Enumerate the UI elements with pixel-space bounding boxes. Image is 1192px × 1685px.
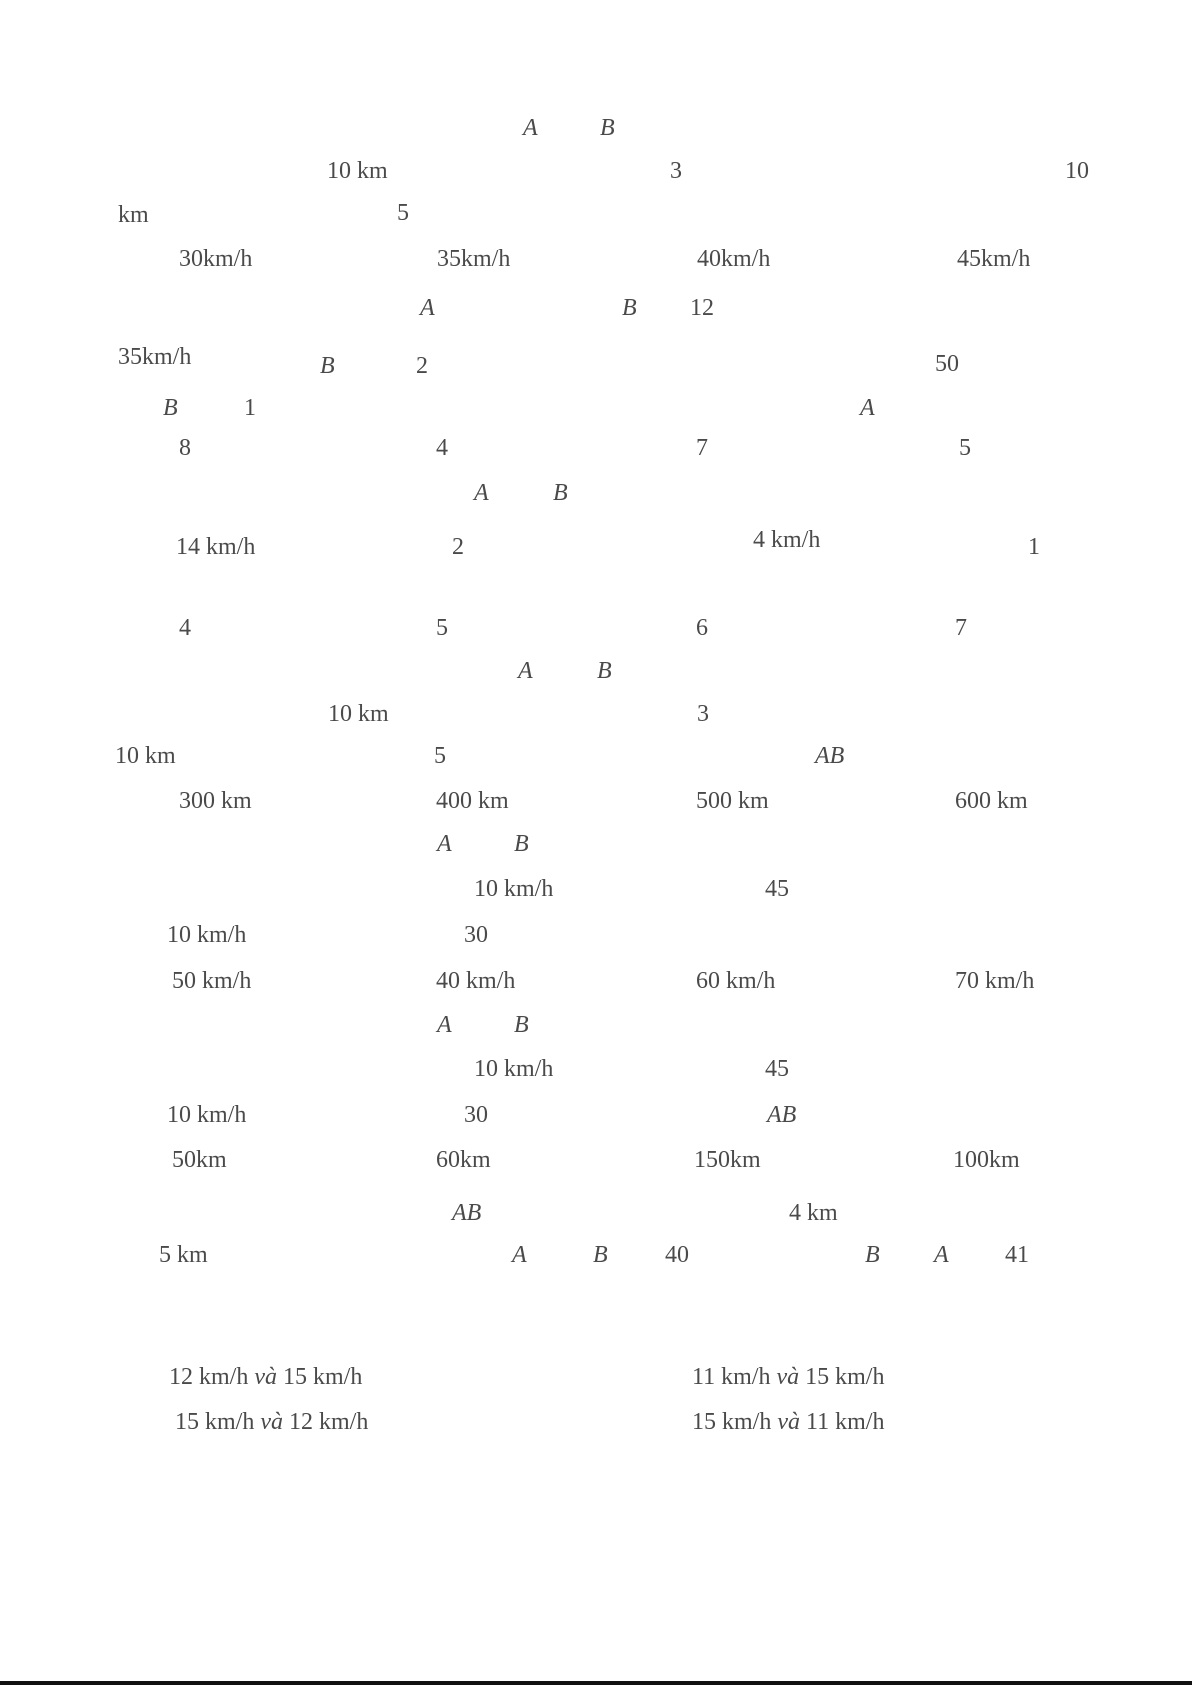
q6-segment-ab: AB (767, 1102, 797, 1128)
q6-option-d: 100km (953, 1147, 1020, 1173)
q3-option-a: 4 (179, 615, 191, 641)
q2-point-b: B (163, 395, 178, 421)
q1-option-d: 45km/h (957, 246, 1031, 272)
q4-option-c: 500 km (696, 788, 769, 814)
q2-value: 12 (690, 295, 714, 321)
q3-value: 1 (1028, 534, 1040, 560)
q7-point-b: B (593, 1242, 608, 1268)
q7-option-b: 11 km/h và 15 km/h (692, 1364, 885, 1390)
q4-value: 5 (434, 743, 446, 769)
q2-option-a: 8 (179, 435, 191, 461)
q5-value: 30 (464, 922, 488, 948)
q2-value: 2 (416, 353, 428, 379)
q3-speed: 14 km/h (176, 534, 256, 560)
q7-point-a: A (934, 1242, 949, 1268)
q2-value: 1 (244, 395, 256, 421)
q3-option-b: 5 (436, 615, 448, 641)
q5-speed: 10 km/h (474, 876, 554, 902)
q7-value: 41 (1005, 1242, 1029, 1268)
q5-point-a: A (437, 831, 452, 857)
q3-option-c: 6 (696, 615, 708, 641)
q4-point-a: A (518, 658, 533, 684)
q5-point-b: B (514, 831, 529, 857)
q6-option-a: 50km (172, 1147, 227, 1173)
q4-option-b: 400 km (436, 788, 509, 814)
q7-segment-ab: AB (452, 1200, 482, 1226)
q7-option-c: 15 km/h và 12 km/h (175, 1409, 369, 1435)
q3-point-a: A (474, 480, 489, 506)
q5-speed: 10 km/h (167, 922, 247, 948)
q6-value: 30 (464, 1102, 488, 1128)
q6-value: 45 (765, 1056, 789, 1082)
q7-value: 40 (665, 1242, 689, 1268)
q5-option-d: 70 km/h (955, 968, 1035, 994)
q4-option-a: 300 km (179, 788, 252, 814)
page-bottom-border (0, 1681, 1192, 1685)
q4-value: 3 (697, 701, 709, 727)
q7-distance: 5 km (159, 1242, 208, 1268)
q2-point-b: B (320, 353, 335, 379)
q1-distance: 10 km (327, 158, 388, 184)
q4-distance: 10 km (115, 743, 176, 769)
q1-point-b: B (600, 115, 615, 141)
q3-point-b: B (553, 480, 568, 506)
q6-speed: 10 km/h (474, 1056, 554, 1082)
q2-option-d: 5 (959, 435, 971, 461)
q1-option-b: 35km/h (437, 246, 511, 272)
q2-point-a: A (860, 395, 875, 421)
q4-point-b: B (597, 658, 612, 684)
q2-option-b: 4 (436, 435, 448, 461)
q7-point-b: B (865, 1242, 880, 1268)
q3-value: 2 (452, 534, 464, 560)
q2-value: 50 (935, 351, 959, 377)
q6-point-b: B (514, 1012, 529, 1038)
q1-value: 3 (670, 158, 682, 184)
q2-option-c: 7 (696, 435, 708, 461)
q3-option-d: 7 (955, 615, 967, 641)
q6-option-c: 150km (694, 1147, 761, 1173)
q5-option-c: 60 km/h (696, 968, 776, 994)
q4-option-d: 600 km (955, 788, 1028, 814)
q7-point-a: A (512, 1242, 527, 1268)
q7-option-a: 12 km/h và 15 km/h (169, 1364, 363, 1390)
q5-option-b: 40 km/h (436, 968, 516, 994)
q3-speed: 4 km/h (753, 527, 821, 553)
q1-value: 5 (397, 200, 409, 226)
q6-speed: 10 km/h (167, 1102, 247, 1128)
q2-point-b: B (622, 295, 637, 321)
q5-option-a: 50 km/h (172, 968, 252, 994)
q1-option-c: 40km/h (697, 246, 771, 272)
q1-point-a: A (523, 115, 538, 141)
q2-point-a: A (420, 295, 435, 321)
q5-value: 45 (765, 876, 789, 902)
q1-option-a: 30km/h (179, 246, 253, 272)
q7-option-d: 15 km/h và 11 km/h (692, 1409, 885, 1435)
q1-value: 10 (1065, 158, 1089, 184)
q4-segment-ab: AB (815, 743, 845, 769)
q7-distance: 4 km (789, 1200, 838, 1226)
q2-speed: 35km/h (118, 344, 192, 370)
q4-distance: 10 km (328, 701, 389, 727)
q1-unit: km (118, 202, 149, 228)
q6-point-a: A (437, 1012, 452, 1038)
q6-option-b: 60km (436, 1147, 491, 1173)
